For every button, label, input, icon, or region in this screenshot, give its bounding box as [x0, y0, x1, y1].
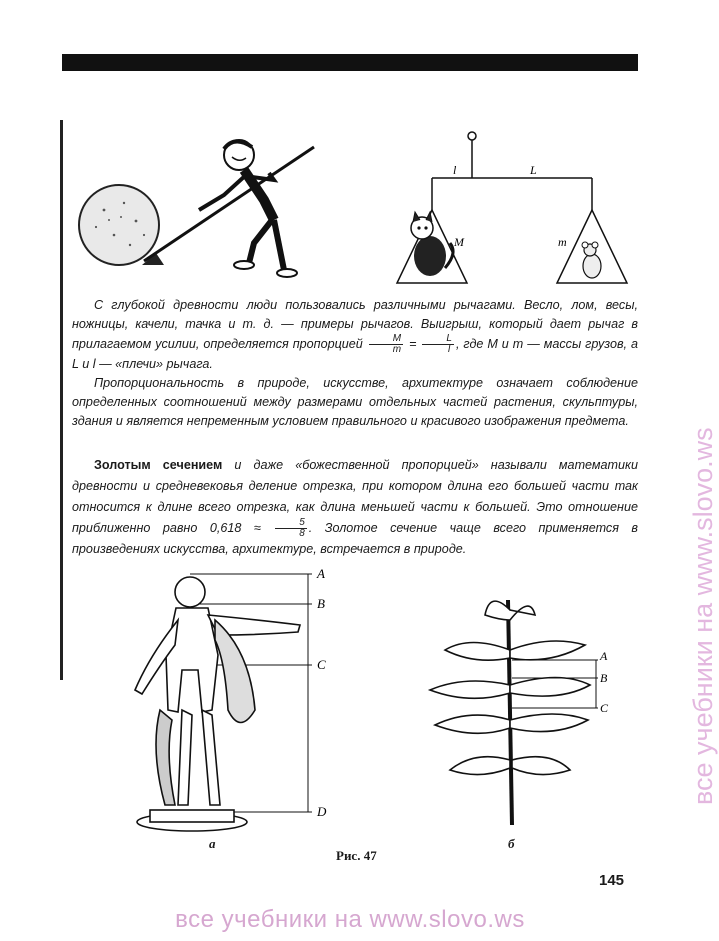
plant-mark-c: C [600, 701, 609, 715]
lever-cartoon-illustration [74, 125, 344, 285]
body-text [72, 296, 638, 431]
header-bar [62, 54, 638, 71]
plant-mark-a: A [600, 649, 608, 663]
page-number: 145 [599, 872, 625, 889]
mark-b: B [317, 596, 325, 611]
fraction-arms: $\frac{L}{l}$ [422, 334, 454, 355]
paragraph-golden-section: Золотым сечением и даже «божественной пропорцией» называли математики древности и средневековья деление отрезка, при котором длина его большей части так относится к длине всего отрезка, как длина меньшей части к большей. Это отношение приближенно равно 0,618 ≈ $\frac{5}{8}$ . Золотое сечение чаще всего применяется в произведениях искусства, архитектуре, встречается в природе. [72, 458, 639, 557]
plant-illustration [420, 590, 620, 840]
figure-caption: Рис. 47 [336, 848, 377, 863]
mark-c: C [317, 657, 326, 672]
mark-a: A [317, 566, 325, 581]
balance-scale-illustration [380, 128, 630, 288]
figure-a-label: а [209, 836, 216, 851]
margin-rule [60, 120, 63, 680]
mass-large-label: M [454, 235, 464, 249]
statue-illustration [120, 560, 340, 835]
plant-mark-b: B [600, 671, 608, 685]
fraction-five-eighths: $\frac{5}{8}$ [275, 518, 307, 539]
fraction-masses: $\frac{M}{m}$ [369, 334, 403, 355]
mass-small-label: m [558, 235, 567, 249]
figure-b-label: б [508, 836, 515, 851]
lever-arm-short-label: l [453, 163, 457, 177]
paragraph-proportion: Пропорциональность в природе, искусстве, архитектуре означает соблюдение определенных соотношений между размерами отдельных частей растения, скульптуры, здания и является непременным условием правильного и красивого изображения предмета. [72, 376, 638, 428]
watermark-side: все учебники на www.slovo.ws [688, 427, 718, 805]
watermark-bottom: все учебники на www.slovo.ws [175, 906, 525, 933]
lever-arm-long-label: L [530, 163, 537, 177]
mark-d: D [317, 804, 327, 819]
golden-section-text [72, 455, 638, 560]
paragraph-levers: С глубокой древности люди пользовались различными рычагами. Весло, лом, весы, ножницы, качели, тачка и т. д. — примеры рычагов. Выигрыш, который дает рычаг в прилагаемом усилии, определяется пропорцией $\frac{M}{m}$ = $\frac{L}{l}$ , где M и m — массы грузов, а L и l — «плечи» рычага. [72, 298, 639, 371]
